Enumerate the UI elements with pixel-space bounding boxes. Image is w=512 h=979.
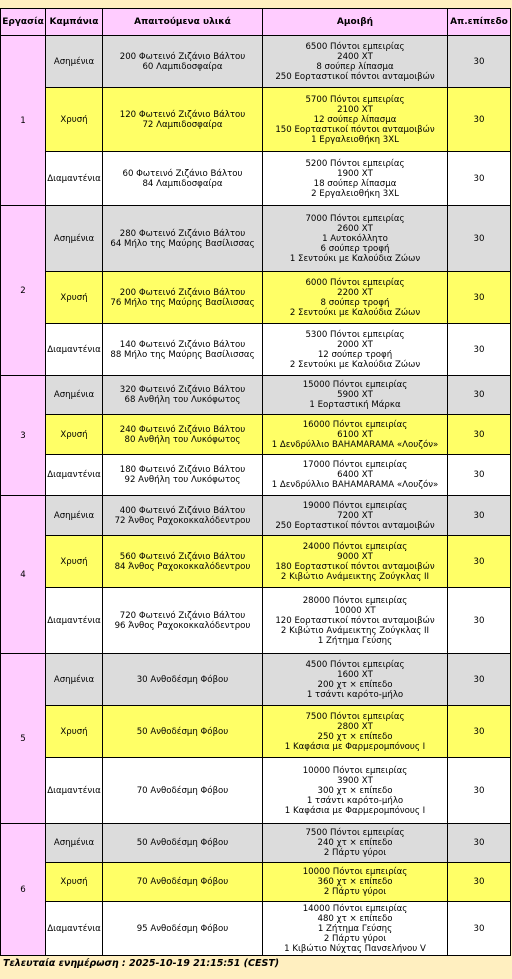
task-number: 5 — [1, 654, 46, 824]
table-row — [1, 415, 511, 455]
campaign-cell: Διαμαντένια — [46, 902, 103, 956]
quest-table — [0, 8, 511, 956]
table-row — [1, 455, 511, 496]
reward-cell — [263, 455, 448, 496]
reward-cell-line: 120 Εορταστικοί πόντοι ανταμοιβών — [275, 615, 435, 626]
materials-cell-line: 400 Φωτεινό Ζιζάνιο Βάλτου — [119, 505, 246, 516]
materials-cell-line: 92 Ανθήλη του Λυκόφωτος — [124, 475, 241, 485]
reward-cell-line: 18 σούπερ λίπασμα — [313, 178, 397, 189]
reward-cell-line: 2 Κιβώτιο Ανάμεικτης Ζούγκλας II — [280, 625, 430, 636]
task-number: 6 — [1, 824, 46, 956]
reward-cell-line: 300 χτ × επίπεδο — [317, 785, 393, 796]
campaign-cell: Ασημένια — [46, 36, 103, 88]
reward-cell-line: 19000 Πόντοι εμπειρίας — [302, 500, 408, 511]
table-row — [1, 88, 511, 152]
reward-cell-line: 360 χτ × επίπεδο — [317, 877, 393, 887]
reward-cell-line: 8 σούπερ τροφή — [320, 297, 390, 308]
materials-cell-line: 88 Μήλο της Μαύρης Βασίλισσας — [110, 349, 255, 360]
reward-cell-line: 2 Σεντούκι με Καλούδια Ζώων — [289, 307, 421, 318]
reward-cell-line: 15000 Πόντοι εμπειρίας — [302, 380, 408, 390]
reward-cell-line: 14000 Πόντοι εμπειρίας — [302, 903, 408, 914]
campaign-cell: Διαμαντένια — [46, 324, 103, 376]
reward-cell-line: 2 Εργαλειοθήκη 3XL — [311, 188, 399, 199]
table-row — [1, 36, 511, 88]
table-row — [1, 654, 511, 706]
reward-cell-line: 16000 Πόντοι εμπειρίας — [302, 419, 408, 430]
table-row — [1, 902, 511, 956]
reward-cell-line: 2000 ΧΤ — [337, 339, 373, 350]
reward-cell-line: 2 Σεντούκι με Καλούδια Ζώων — [289, 359, 421, 370]
reward-cell — [263, 654, 448, 706]
reward-cell — [263, 824, 448, 863]
campaign-cell: Ασημένια — [46, 654, 103, 706]
last-updated: Τελευταία ενημέρωση : 2025-10-19 21:15:51 (CEST) — [3, 958, 280, 969]
reward-cell-line: 5300 Πόντοι εμπειρίας — [305, 329, 405, 340]
campaign-cell: Διαμαντένια — [46, 758, 103, 824]
table-row — [1, 706, 511, 758]
level-cell: 30 — [448, 36, 511, 88]
materials-cell-line: 50 Ανθοδέσμη Φόβου — [136, 838, 229, 848]
materials-cell — [103, 536, 263, 588]
reward-cell-line: 7200 ΧΤ — [337, 510, 373, 521]
reward-cell-line: 6500 Πόντοι εμπειρίας — [305, 41, 405, 52]
level-cell: 30 — [448, 496, 511, 536]
materials-cell-line: 68 Ανθήλη του Λυκόφωτος — [124, 395, 241, 405]
reward-cell — [263, 36, 448, 88]
materials-cell — [103, 88, 263, 152]
campaign-cell: Ασημένια — [46, 496, 103, 536]
materials-cell-line: 95 Ανθοδέσμη Φόβου — [136, 923, 229, 934]
level-cell: 30 — [448, 758, 511, 824]
reward-cell-line: 4500 Πόντοι εμπειρίας — [305, 659, 405, 670]
campaign-cell: Ασημένια — [46, 376, 103, 415]
reward-cell-line: 24000 Πόντοι εμπειρίας — [302, 541, 408, 552]
level-cell: 30 — [448, 706, 511, 758]
materials-cell — [103, 36, 263, 88]
table-row — [1, 758, 511, 824]
materials-cell — [103, 324, 263, 376]
materials-cell — [103, 902, 263, 956]
materials-cell — [103, 415, 263, 455]
reward-cell-line: 480 χτ × επίπεδο — [317, 913, 393, 924]
reward-cell-line: 1900 ΧΤ — [337, 168, 373, 179]
materials-cell-line: 140 Φωτεινό Ζιζάνιο Βάλτου — [119, 339, 246, 350]
reward-cell-line: 10000 Πόντοι εμπειρίας — [302, 867, 408, 877]
task-number: 2 — [1, 206, 46, 376]
materials-cell — [103, 152, 263, 206]
level-cell: 30 — [448, 536, 511, 588]
reward-cell — [263, 324, 448, 376]
reward-cell — [263, 376, 448, 415]
reward-cell-line: 240 χτ × επίπεδο — [317, 838, 393, 848]
campaign-cell: Χρυσή — [46, 706, 103, 758]
level-cell: 30 — [448, 376, 511, 415]
reward-cell-line: 1 Κιβώτιο Νύχτας Πανσελήνου V — [284, 943, 426, 954]
reward-cell-line: 2 Πάρτυ γύροι — [323, 887, 387, 897]
materials-cell-line: 180 Φωτεινό Ζιζάνιο Βάλτου — [119, 465, 246, 475]
reward-cell-line: 250 χτ × επίπεδο — [317, 731, 393, 742]
materials-cell-line: 50 Ανθοδέσμη Φόβου — [136, 726, 229, 737]
reward-cell-line: 5900 ΧΤ — [337, 390, 373, 400]
campaign-cell: Χρυσή — [46, 272, 103, 324]
reward-cell-line: 7000 Πόντοι εμπειρίας — [305, 213, 405, 224]
reward-cell-line: 6000 Πόντοι εμπειρίας — [305, 277, 405, 288]
reward-cell — [263, 536, 448, 588]
reward-cell-line: 1 Δενδρύλλιο BAHAMARAMA «Λουζόν» — [271, 439, 439, 450]
level-cell: 30 — [448, 863, 511, 902]
reward-cell — [263, 588, 448, 654]
reward-cell-line: 1 Εργαλειοθήκη 3XL — [311, 134, 399, 145]
campaign-cell: Ασημένια — [46, 206, 103, 272]
reward-cell-line: 10000 Πόντοι εμπειρίας — [302, 765, 408, 776]
table-row — [1, 324, 511, 376]
reward-cell-line: 2600 ΧΤ — [337, 223, 373, 234]
materials-cell — [103, 455, 263, 496]
table-row — [1, 272, 511, 324]
reward-cell — [263, 496, 448, 536]
reward-cell-line: 12 σούπερ τροφή — [317, 349, 393, 360]
reward-cell — [263, 152, 448, 206]
materials-cell-line: 84 Άνθος Ραχοκοκκαλόδεντρου — [114, 561, 251, 572]
level-cell: 30 — [448, 415, 511, 455]
level-cell: 30 — [448, 88, 511, 152]
reward-cell-line: 6100 ΧΤ — [337, 429, 373, 440]
level-cell: 30 — [448, 588, 511, 654]
materials-cell-line: 30 Ανθοδέσμη Φόβου — [136, 674, 229, 685]
table-row — [1, 536, 511, 588]
reward-cell-line: 1 Αυτοκόλλητο — [322, 233, 388, 244]
reward-cell-line: 1 τσάντι καρότο-μήλο — [306, 795, 404, 806]
reward-cell-line: 5700 Πόντοι εμπειρίας — [305, 94, 405, 105]
reward-cell — [263, 706, 448, 758]
campaign-cell: Χρυσή — [46, 863, 103, 902]
materials-cell-line: 96 Άνθος Ραχοκοκκαλόδεντρου — [114, 620, 251, 631]
reward-cell-line: 28000 Πόντοι εμπειρίας — [302, 595, 408, 606]
table-body — [1, 36, 511, 956]
materials-cell-line: 560 Φωτεινό Ζιζάνιο Βάλτου — [119, 551, 246, 562]
materials-cell — [103, 496, 263, 536]
reward-cell-line: 2800 ΧΤ — [337, 721, 373, 732]
reward-cell-line: 5200 Πόντοι εμπειρίας — [305, 158, 405, 169]
table-row — [1, 863, 511, 902]
level-cell: 30 — [448, 324, 511, 376]
header-campaign: Καμπάνια — [46, 9, 103, 36]
materials-cell — [103, 206, 263, 272]
level-cell: 30 — [448, 902, 511, 956]
level-cell: 30 — [448, 455, 511, 496]
reward-cell — [263, 415, 448, 455]
reward-cell-line: 3900 ΧΤ — [337, 775, 373, 786]
reward-cell-line: 200 χτ × επίπεδο — [317, 679, 393, 690]
materials-cell — [103, 706, 263, 758]
materials-cell-line: 80 Ανθήλη του Λυκόφωτος — [124, 434, 241, 445]
reward-cell-line: 2 Πάρτυ γύροι — [323, 933, 387, 944]
reward-cell — [263, 206, 448, 272]
reward-cell-line: 2400 ΧΤ — [337, 51, 373, 62]
table-row — [1, 206, 511, 272]
reward-cell-line: 10000 ΧΤ — [334, 605, 376, 616]
materials-cell-line: 320 Φωτεινό Ζιζάνιο Βάλτου — [119, 385, 246, 395]
reward-cell-line: 250 Εορταστικοί πόντοι ανταμοιβών — [275, 71, 435, 82]
materials-cell-line: 240 Φωτεινό Ζιζάνιο Βάλτου — [119, 424, 246, 435]
reward-cell-line: 1 Σεντούκι με Καλούδια Ζώων — [289, 253, 421, 264]
campaign-cell: Χρυσή — [46, 88, 103, 152]
campaign-cell: Διαμαντένια — [46, 455, 103, 496]
materials-cell — [103, 824, 263, 863]
reward-cell-line: 150 Εορταστικοί πόντοι ανταμοιβών — [275, 124, 435, 135]
reward-cell-line: 6 σούπερ τροφή — [320, 243, 390, 254]
reward-cell-line: 17000 Πόντοι εμπειρίας — [302, 460, 408, 470]
materials-cell — [103, 272, 263, 324]
materials-cell — [103, 758, 263, 824]
materials-cell — [103, 376, 263, 415]
materials-cell-line: 120 Φωτεινό Ζιζάνιο Βάλτου — [119, 109, 246, 120]
materials-cell-line: 64 Μήλο της Μαύρης Βασίλισσας — [110, 238, 255, 249]
level-cell: 30 — [448, 152, 511, 206]
level-cell: 30 — [448, 206, 511, 272]
header-materials: Απαιτούμενα υλικά — [103, 9, 263, 36]
materials-cell — [103, 588, 263, 654]
table-row — [1, 588, 511, 654]
header-level: Απ.επίπεδο — [448, 9, 511, 36]
campaign-cell: Διαμαντένια — [46, 588, 103, 654]
reward-cell-line: 2100 ΧΤ — [337, 104, 373, 115]
reward-cell-line: 1 Δενδρύλλιο BAHAMARAMA «Λουζόν» — [271, 480, 439, 490]
materials-cell-line: 84 Λαμπιδοσφαίρα — [142, 178, 223, 189]
reward-cell — [263, 272, 448, 324]
reward-cell-line: 1 Εορταστική Μάρκα — [309, 400, 401, 410]
materials-cell-line: 70 Ανθοδέσμη Φόβου — [136, 785, 229, 796]
campaign-cell: Χρυσή — [46, 415, 103, 455]
reward-cell — [263, 863, 448, 902]
reward-cell-line: 2200 ΧΤ — [337, 287, 373, 298]
materials-cell-line: 200 Φωτεινό Ζιζάνιο Βάλτου — [119, 51, 246, 62]
header-reward: Αμοιβή — [263, 9, 448, 36]
materials-cell-line: 720 Φωτεινό Ζιζάνιο Βάλτου — [119, 610, 246, 621]
reward-cell-line: 8 σούπερ λίπασμα — [316, 61, 394, 72]
reward-cell-line: 1600 ΧΤ — [337, 669, 373, 680]
table-row — [1, 152, 511, 206]
reward-cell-line: 180 Εορταστικοί πόντοι ανταμοιβών — [275, 561, 435, 572]
reward-cell — [263, 88, 448, 152]
reward-cell-line: 1 Καφάσια με Φαρμερομπόνους Ι — [284, 805, 426, 816]
reward-cell — [263, 758, 448, 824]
materials-cell-line: 200 Φωτεινό Ζιζάνιο Βάλτου — [119, 287, 246, 298]
materials-cell-line: 280 Φωτεινό Ζιζάνιο Βάλτου — [119, 228, 246, 239]
reward-cell-line: 12 σούπερ λίπασμα — [313, 114, 397, 125]
table-header-row — [1, 9, 511, 36]
level-cell: 30 — [448, 272, 511, 324]
task-number: 3 — [1, 376, 46, 496]
reward-cell-line: 2 Πάρτυ γύροι — [323, 848, 387, 858]
table-row — [1, 376, 511, 415]
materials-cell-line: 60 Φωτεινό Ζιζάνιο Βάλτου — [122, 168, 243, 179]
campaign-cell: Ασημένια — [46, 824, 103, 863]
task-number: 4 — [1, 496, 46, 654]
header-task: Εργασία — [1, 9, 46, 36]
level-cell: 30 — [448, 824, 511, 863]
materials-cell-line: 72 Άνθος Ραχοκοκκαλόδεντρου — [114, 515, 251, 526]
reward-cell-line: 1 Καφάσια με Φαρμερομπόνους Ι — [284, 741, 426, 752]
reward-cell — [263, 902, 448, 956]
level-cell: 30 — [448, 654, 511, 706]
reward-cell-line: 1 Ζήτημα Γεύσης — [317, 923, 393, 934]
materials-cell-line: 72 Λαμπιδοσφαίρα — [142, 119, 223, 130]
reward-cell-line: 2 Κιβώτιο Ανάμεικτης Ζούγκλας II — [280, 571, 430, 582]
reward-cell-line: 6400 ΧΤ — [337, 470, 373, 480]
table-row — [1, 496, 511, 536]
reward-cell-line: 1 Ζήτημα Γεύσης — [317, 635, 393, 646]
campaign-cell: Διαμαντένια — [46, 152, 103, 206]
reward-cell-line: 1 τσάντι καρότο-μήλο — [306, 689, 404, 700]
materials-cell-line: 70 Ανθοδέσμη Φόβου — [136, 877, 229, 887]
materials-cell-line: 60 Λαμπιδοσφαίρα — [142, 61, 223, 72]
materials-cell — [103, 863, 263, 902]
reward-cell-line: 7500 Πόντοι εμπειρίας — [305, 828, 405, 838]
reward-cell-line: 250 Εορταστικοί πόντοι ανταμοιβών — [275, 520, 435, 531]
reward-cell-line: 7500 Πόντοι εμπειρίας — [305, 711, 405, 722]
reward-cell-line: 9000 ΧΤ — [337, 551, 373, 562]
campaign-cell: Χρυσή — [46, 536, 103, 588]
materials-cell-line: 76 Μήλο της Μαύρης Βασίλισσας — [110, 297, 255, 308]
task-number: 1 — [1, 36, 46, 206]
table-row — [1, 824, 511, 863]
materials-cell — [103, 654, 263, 706]
